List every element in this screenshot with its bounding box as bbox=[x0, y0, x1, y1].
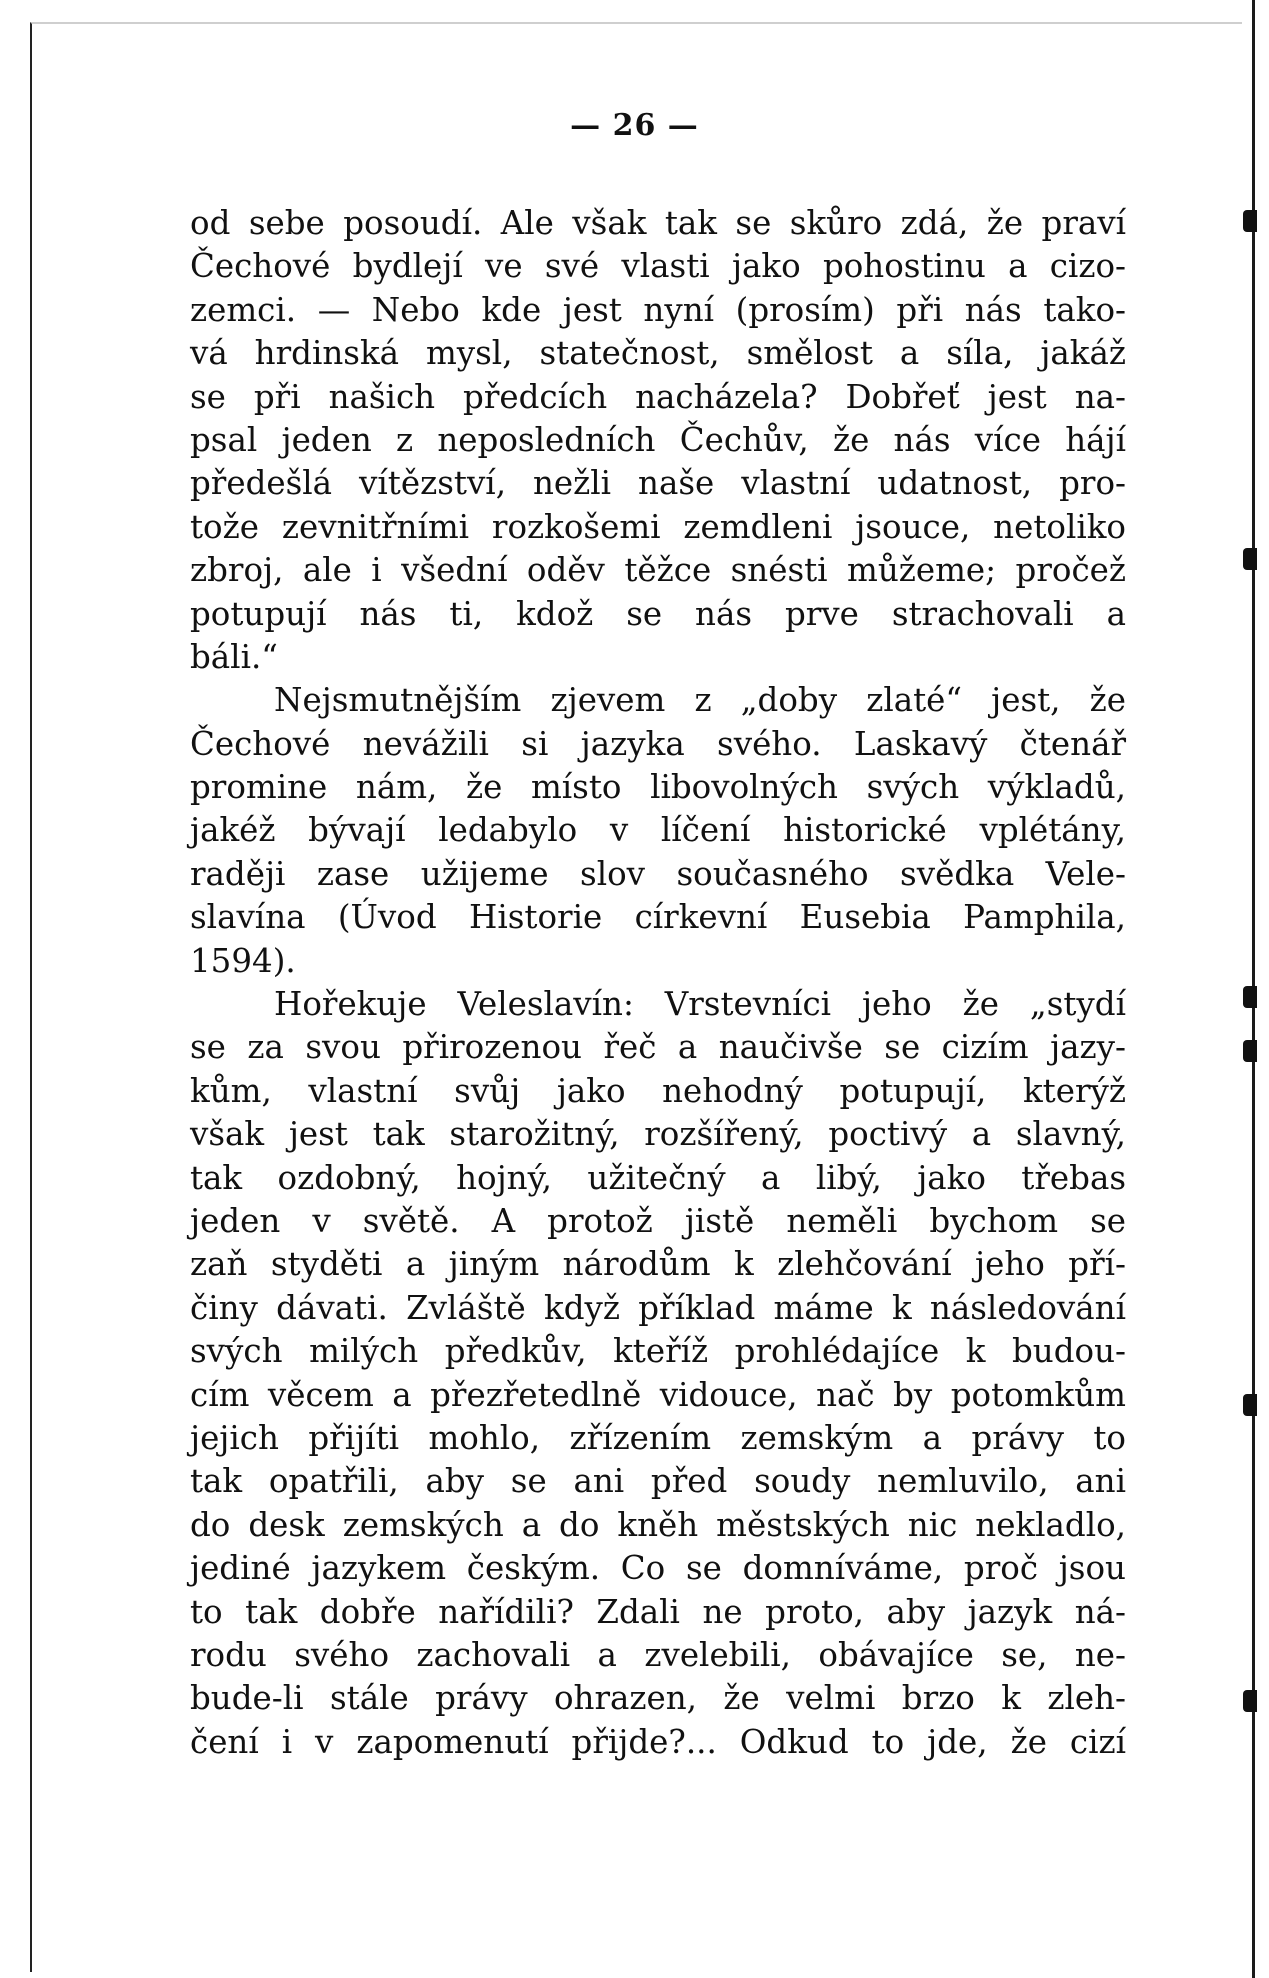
text-line: Čechové nevážili si jazyka svého. Laskavý čtenář bbox=[190, 724, 1126, 763]
text-line: vá hrdinská mysl, statečnost, smělost a síla, jakáž bbox=[190, 334, 1126, 373]
edge-mark bbox=[1243, 210, 1257, 232]
edge-mark bbox=[1243, 1690, 1257, 1712]
text-line: předešlá vítězství, nežli naše vlastní udatnost, pro- bbox=[190, 464, 1126, 503]
text-line: psal jeden z neposledních Čechův, že nás více hájí bbox=[190, 420, 1126, 459]
text-line: tože zevnitřními rozkošemi zemdleni jsouce, netoliko bbox=[190, 507, 1126, 546]
text-line: svých milých předkův, kteříž prohlédajíce k budou- bbox=[190, 1332, 1126, 1371]
text-line: báli.“ bbox=[190, 637, 278, 676]
text-line: tak opatřili, aby se ani před soudy nemluvilo, ani bbox=[190, 1462, 1126, 1501]
text-line: rodu svého zachovali a zvelebili, obávajíce se, ne- bbox=[190, 1635, 1126, 1674]
text-line: tak ozdobný, hojný, užitečný a libý, jako třebas bbox=[190, 1158, 1126, 1197]
edge-mark bbox=[1243, 1394, 1257, 1416]
text-line: Nejsmutnějším zjevem z „doby zlaté“ jest, že bbox=[274, 681, 1126, 720]
text-line: zemci. — Nebo kde jest nyní (prosím) při nás tako- bbox=[190, 290, 1126, 329]
text-line: 1594). bbox=[190, 941, 296, 980]
edge-mark bbox=[1243, 986, 1257, 1008]
text-line: zbroj, ale i všední oděv těžce snésti můžeme; pročež bbox=[190, 551, 1126, 590]
edge-mark bbox=[1243, 548, 1257, 570]
text-line: se za svou přirozenou řeč a naučivše se cizím jazy- bbox=[190, 1028, 1126, 1067]
text-line: se při našich předcích nacházela? Dobřeť jest na- bbox=[190, 377, 1126, 416]
text-line: jediné jazykem českým. Co se domníváme, proč jsou bbox=[190, 1549, 1126, 1588]
text-line: čení i v zapomenutí přijde?... Odkud to jde, že cizí bbox=[190, 1722, 1126, 1761]
text-line: od sebe posoudí. Ale však tak se skůro zdá, že praví bbox=[190, 204, 1126, 242]
page-number: — 26 — bbox=[570, 108, 699, 143]
text-line: jejich přijíti mohlo, zřízením zemským a právy to bbox=[190, 1418, 1126, 1457]
text-line: Čechové bydlejí ve své vlasti jako pohostinu a cizo- bbox=[190, 247, 1126, 286]
text-line: kům, vlastní svůj jako nehodný potupují, kterýž bbox=[190, 1071, 1126, 1110]
text-line: cím věcem a přezřetedlně vidouce, nač by potomkům bbox=[190, 1375, 1126, 1414]
text-line: promine nám, že místo libovolných svých výkladů, bbox=[190, 768, 1126, 807]
text-line: jeden v světě. A protož jistě neměli bychom se bbox=[190, 1201, 1126, 1240]
text-line: potupují nás ti, kdož se nás prve strachovali a bbox=[190, 594, 1126, 633]
edge-mark bbox=[1243, 1040, 1257, 1062]
text-line: činy dávati. Zvláště když příklad máme k následování bbox=[190, 1288, 1126, 1327]
text-line: bude-li stále právy ohrazen, že velmi brzo k zleh- bbox=[190, 1679, 1126, 1718]
text-line: to tak dobře nařídili? Zdali ne proto, aby jazyk ná- bbox=[190, 1592, 1126, 1631]
body-text bbox=[190, 202, 1126, 1764]
text-line: do desk zemských a do kněh městských nic nekladlo, bbox=[190, 1505, 1126, 1544]
text-line: však jest tak starožitný, rozšířený, poctivý a slavný, bbox=[190, 1115, 1126, 1154]
text-line: jakéž bývají ledabylo v líčení historické vplétány, bbox=[190, 811, 1126, 850]
text-line: raději zase užijeme slov současného svědka Vele- bbox=[190, 854, 1126, 893]
text-line: zaň styděti a jiným národům k zlehčování jeho pří- bbox=[190, 1245, 1126, 1284]
text-line: slavína (Úvod Historie církevní Eusebia Pamphila, bbox=[190, 898, 1126, 937]
text-line: Hořekuje Veleslavín: Vrstevníci jeho že „stydí bbox=[274, 985, 1126, 1024]
